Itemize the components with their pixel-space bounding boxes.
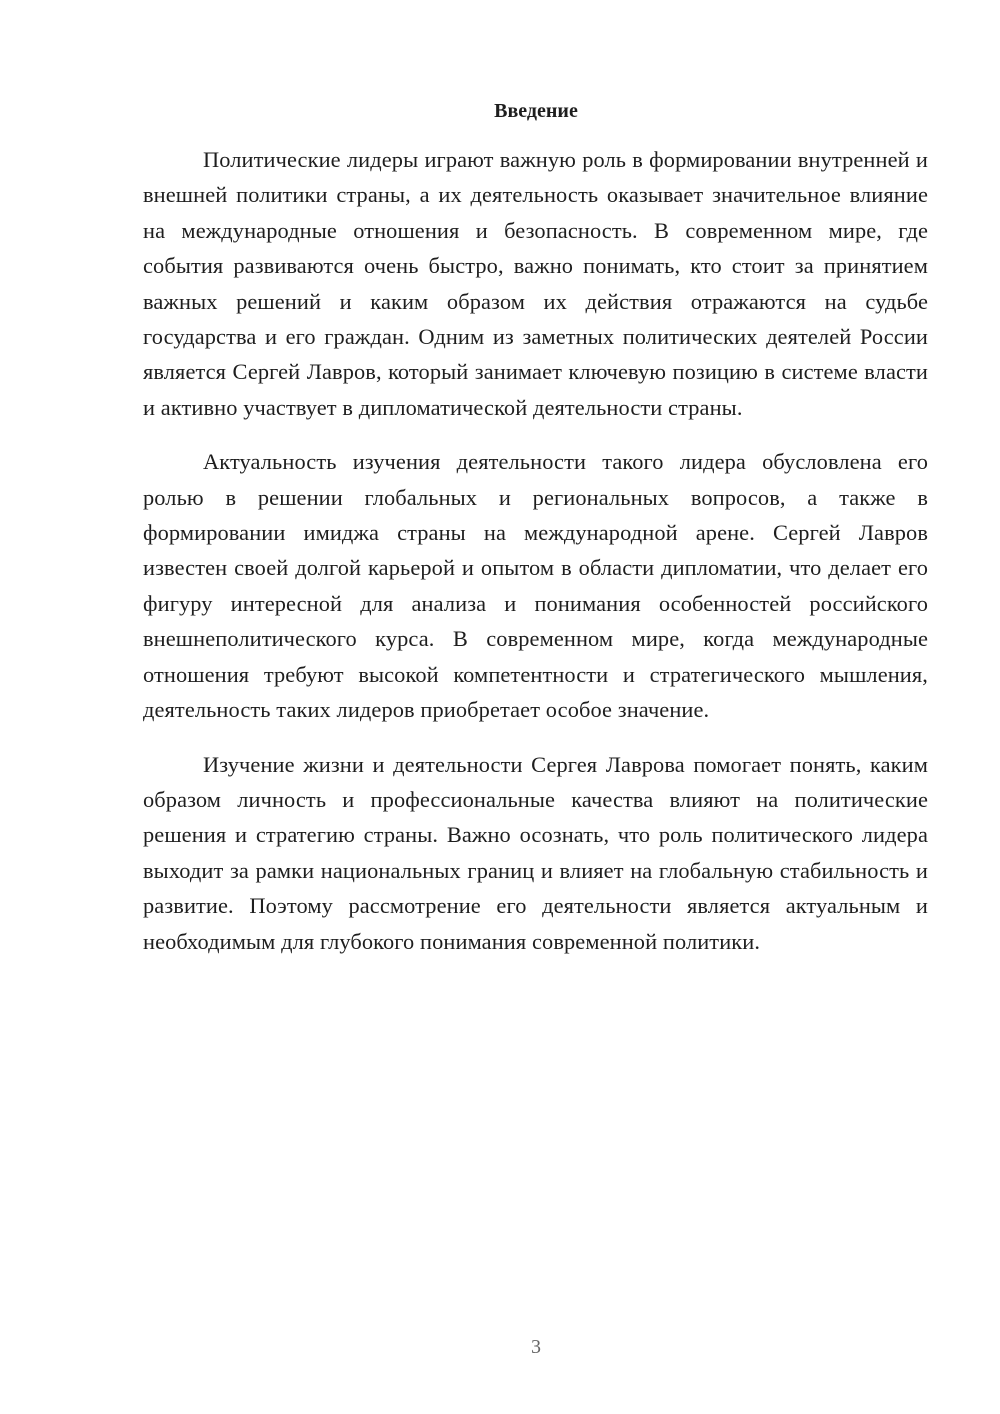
- paragraph: Политические лидеры играют важную роль в формировании внутренней и внешней политики страны, а их деятельность оказывает значительное влияние на международные отношения и безопасность. В современном мире, где события развиваются очень быстро, важно понимать, кто стоит за принятием важных решений и каким образом их действия отражаются на судьбе государства и его граждан. Одним из заметных политических деятелей России является Сергей Лавров, который занимает ключевую позицию в системе власти и активно участвует в дипломатической деятельности страны.: [143, 147, 928, 420]
- section-title: Введение: [494, 100, 578, 122]
- paragraph: Актуальность изучения деятельности такого лидера обусловлена его ролью в решении глобальных и региональных вопросов, а также в формировании имиджа страны на международной арене. Сергей Лавров известен своей долгой карьерой и опытом в области дипломатии, что делает его фигуру интересной для анализа и понимания особенностей российского внешнеполитического курса. В современном мире, когда международные отношения требуют высокой компетентности и стратегического мышления, деятельность таких лидеров приобретает особое значение.: [143, 449, 928, 723]
- paragraph: Изучение жизни и деятельности Сергея Лаврова помогает понять, каким образом личность и профессиональные качества влияют на политические решения и стратегию страны. Важно осознать, что роль политического лидера выходит за рамки национальных границ и влияет на глобальную стабильность и развитие. Поэтому рассмотрение его деятельности является актуальным и необходимым для глубокого понимания современной политики.: [143, 751, 928, 954]
- page-number: 3: [531, 1336, 541, 1358]
- body-text: [143, 142, 928, 978]
